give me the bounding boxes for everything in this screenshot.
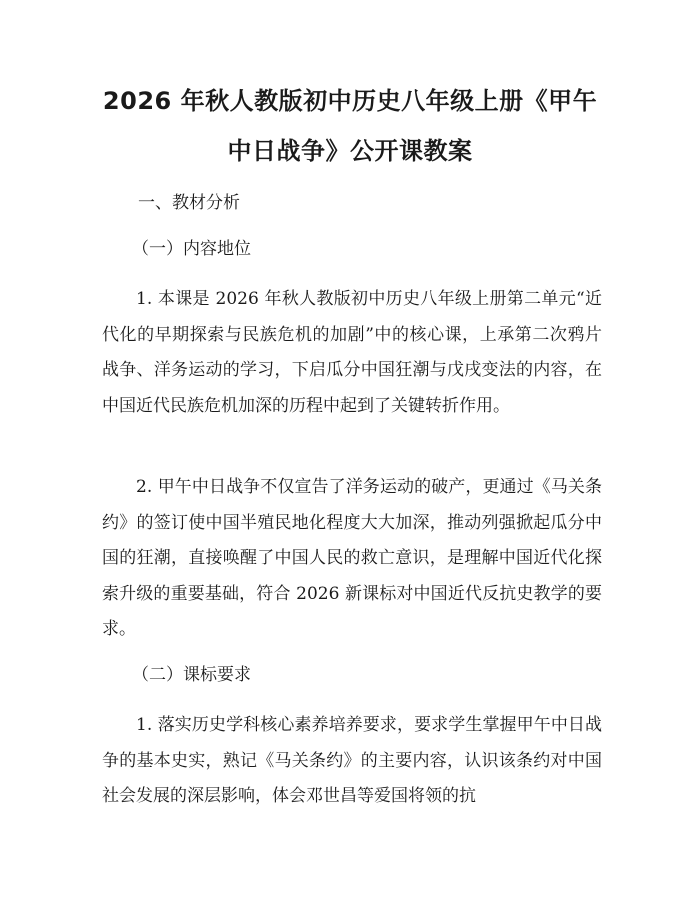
paragraph-2: 2. 甲午中日战争不仅宣告了洋务运动的破产，更通过《马关条约》的签订使中国半殖民地化程度大大加深，推动列强掀起瓜分中国的狂潮，直接唤醒了中国人民的救亡意识，是理解中国近代化探索升级的重要基础，符合 2026 新课标对中国近代反抗史教学的要求。 bbox=[102, 477, 602, 639]
subheading-curriculum-requirements: （二）课标要求 bbox=[132, 665, 251, 685]
subheading-content-position: （一）内容地位 bbox=[132, 239, 251, 259]
document-title-line-1: 2026 年秋人教版初中历史八年级上册《甲午 bbox=[102, 87, 598, 115]
paragraph-1: 1. 本课是 2026 年秋人教版初中历史八年级上册第二单元“近代化的早期探索与民族危机的加剧”中的核心课，上承第二次鸦片战争、洋务运动的学习，下启瓜分中国狂潮与戊戌变法的内容，在中国近代民族危机加深的历程中起到了关键转折作用。 bbox=[102, 289, 602, 416]
section-heading-textbook-analysis: 一、教材分析 bbox=[138, 193, 240, 213]
paragraph-3: 1. 落实历史学科核心素养培养要求，要求学生掌握甲午中日战争的基本史实，熟记《马关条约》的主要内容，认识该条约对中国社会发展的深层影响，体会邓世昌等爱国将领的抗 bbox=[102, 715, 602, 806]
document-title-line-2: 中日战争》公开课教案 bbox=[227, 137, 473, 165]
